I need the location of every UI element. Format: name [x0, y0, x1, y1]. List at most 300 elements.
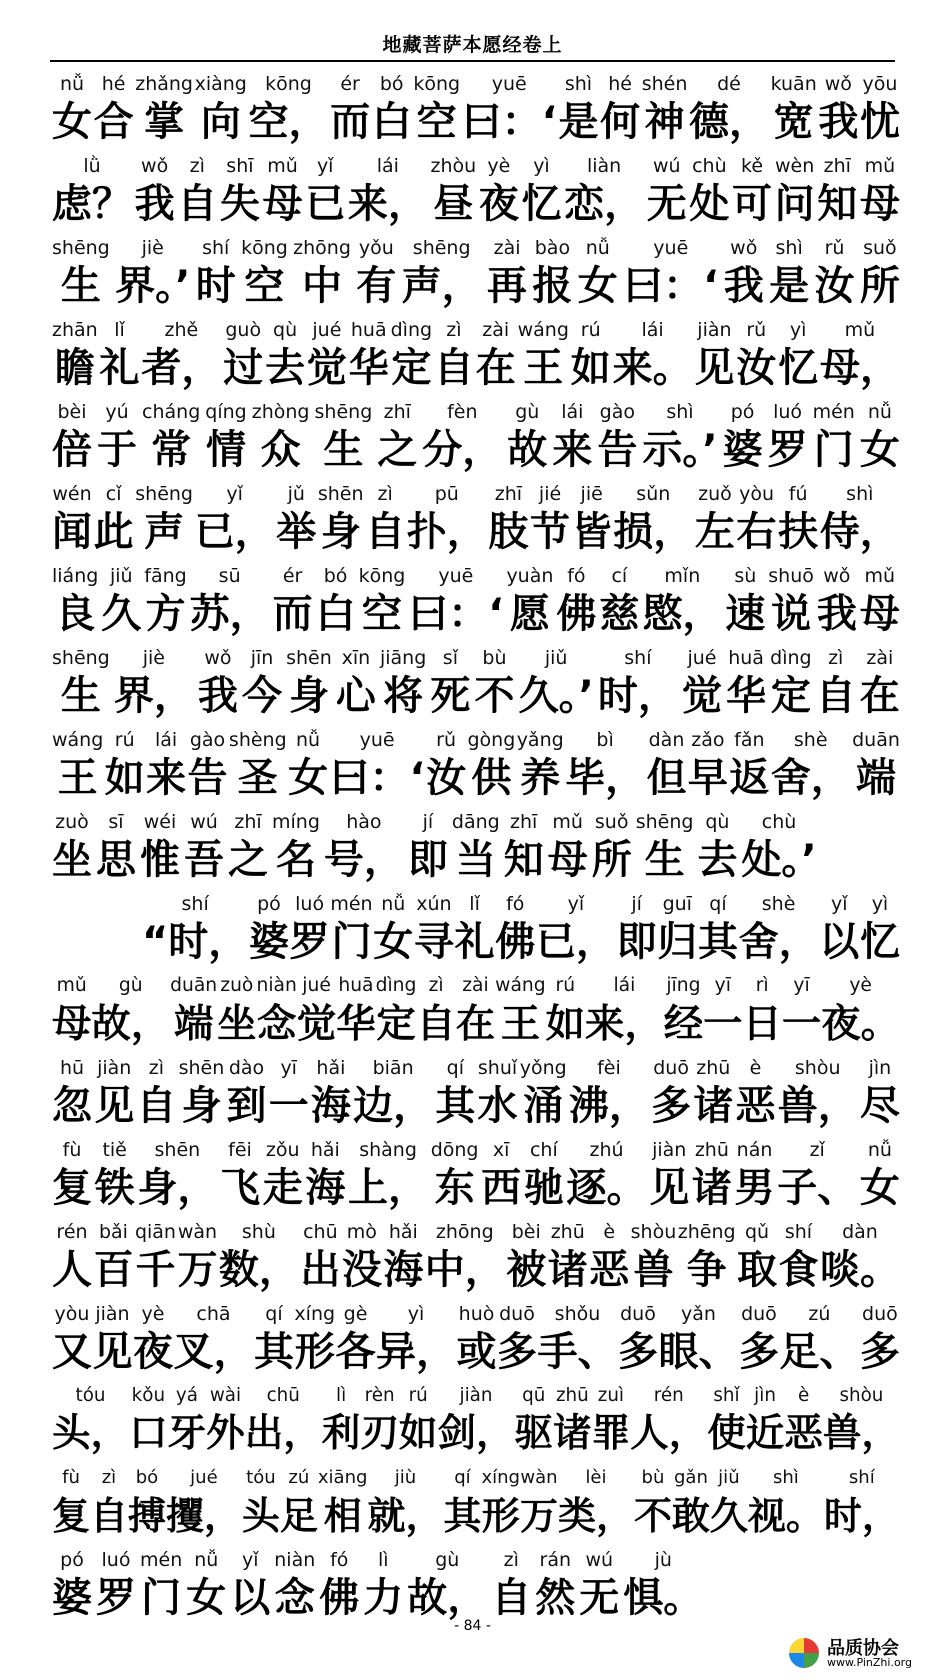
- hanzi: 异，: [376, 1329, 457, 1375]
- pinyin: wàn: [177, 1221, 218, 1243]
- pinyin: zài: [866, 647, 894, 669]
- ruby-unit: [488, 482, 528, 558]
- ruby-unit: [860, 154, 900, 230]
- hanzi: 华: [348, 345, 389, 391]
- ruby-unit: [664, 974, 703, 1050]
- pinyin: jīn: [250, 647, 274, 669]
- pinyin: shēng: [635, 811, 694, 833]
- ruby-unit: [219, 1220, 299, 1296]
- pinyin: fó: [567, 565, 586, 587]
- hanzi: 我: [816, 591, 857, 637]
- pinyin: duān: [852, 729, 900, 751]
- pinyin: míng: [272, 811, 320, 833]
- hanzi: 倍: [52, 427, 92, 473]
- hanzi: 虑？: [52, 181, 132, 227]
- hanzi: 海: [383, 1247, 424, 1293]
- hanzi: 自: [491, 1575, 532, 1621]
- pinyin: niàn: [256, 975, 297, 996]
- hanzi: 足: [279, 1494, 318, 1538]
- ruby-unit: [703, 974, 742, 1050]
- ruby-unit: [348, 154, 428, 230]
- ruby-unit: [220, 154, 260, 230]
- hanzi: 说: [771, 591, 812, 637]
- hanzi: 人: [52, 1247, 92, 1293]
- pinyin: ér: [340, 73, 360, 95]
- pinyin: jiāng: [379, 647, 427, 669]
- page-number: - 84 -: [454, 1618, 491, 1634]
- pinyin: chū: [303, 1221, 338, 1243]
- hanzi: 曰：‘: [408, 591, 504, 637]
- hanzi: 自: [815, 673, 856, 719]
- sutra-text: [52, 66, 900, 1624]
- pinyin: zhòu: [430, 155, 477, 177]
- ruby-unit: [860, 1302, 900, 1378]
- pinyin: gào: [189, 729, 226, 751]
- hanzi: 是: [769, 263, 810, 309]
- hanzi: 速: [725, 591, 766, 637]
- hanzi: 如: [104, 755, 145, 801]
- hanzi: 问: [774, 181, 815, 227]
- hanzi: 夜: [132, 1329, 173, 1375]
- pinyin: yuàn: [506, 565, 554, 587]
- pinyin: sī: [108, 811, 124, 833]
- ruby-unit: [817, 154, 857, 230]
- ruby-unit: [642, 400, 717, 476]
- text-line: [52, 1214, 900, 1296]
- text-line: [52, 230, 900, 312]
- hanzi: 见: [649, 1165, 690, 1211]
- pinyin: rú: [114, 729, 135, 751]
- pinyin: shēn: [154, 1139, 201, 1161]
- pinyin: hé: [101, 73, 126, 95]
- pinyin: yè: [141, 1303, 165, 1325]
- hanzi: 宽: [773, 99, 814, 145]
- ruby-unit: [657, 892, 697, 968]
- pinyin: huā: [728, 647, 764, 669]
- pinyin: wàn: [520, 1467, 558, 1488]
- ruby-unit: [349, 318, 389, 394]
- ruby-unit: [600, 72, 640, 148]
- ruby-unit: [94, 482, 134, 558]
- pinyin: fāng: [144, 565, 187, 587]
- hanzi: 觉: [306, 345, 347, 391]
- hanzi: 有: [356, 263, 397, 309]
- pinyin: zài: [482, 319, 510, 341]
- ruby-unit: [133, 1302, 173, 1378]
- hanzi: 惟: [140, 837, 180, 883]
- hanzi: 供: [471, 755, 512, 801]
- pinyin: jìn: [754, 1385, 776, 1406]
- ruby-unit: [257, 974, 297, 1050]
- ruby-unit: [710, 1466, 748, 1542]
- hanzi: 女: [577, 263, 618, 309]
- ruby-unit: [651, 1056, 691, 1132]
- pinyin: bù: [482, 647, 507, 669]
- pinyin: jí: [631, 893, 642, 915]
- pinyin: gù: [515, 401, 540, 423]
- ruby-unit: [141, 318, 221, 394]
- hanzi: 夜: [478, 181, 519, 227]
- pinyin: zhēng: [677, 1221, 736, 1243]
- ruby-unit: [97, 400, 137, 476]
- hanzi: 界。’: [115, 263, 191, 309]
- ruby-unit: [618, 1302, 658, 1378]
- hanzi: 扑，: [406, 509, 487, 555]
- hanzi: 自: [416, 1001, 456, 1047]
- hanzi: 右: [736, 509, 777, 555]
- pinyin: nǚ: [867, 1139, 892, 1161]
- pinyin: niàn: [274, 1549, 316, 1571]
- hanzi: 即: [616, 919, 657, 965]
- hanzi: 眼、: [658, 1329, 739, 1375]
- pinyin: dōng: [430, 1139, 479, 1161]
- hanzi: 王: [523, 345, 564, 391]
- ruby-unit: [462, 72, 557, 148]
- ruby-unit: [658, 1302, 738, 1378]
- ruby-unit: [558, 72, 598, 148]
- pinyin: lái: [155, 729, 178, 751]
- pinyin: suǒ: [594, 811, 629, 833]
- pinyin: suǒ: [863, 237, 897, 259]
- pinyin: nǚ: [194, 1549, 219, 1571]
- ruby-unit: [223, 318, 263, 394]
- ruby-unit: [623, 1548, 703, 1624]
- pinyin: jiàn: [95, 1303, 130, 1325]
- pinyin: yǒu: [358, 237, 394, 259]
- ruby-unit: [252, 400, 310, 476]
- ruby-unit: [136, 1056, 176, 1132]
- hanzi: 中: [302, 263, 343, 309]
- hanzi: 常: [151, 427, 192, 473]
- pinwheel-logo-icon: [787, 1636, 821, 1670]
- pinyin: shí: [624, 647, 652, 669]
- pinyin: dìng: [390, 319, 433, 341]
- ruby-unit: [96, 1548, 136, 1624]
- ruby-unit: [402, 236, 482, 312]
- ruby-unit: [689, 72, 769, 148]
- ruby-unit: [52, 1466, 90, 1542]
- ruby-unit: [775, 154, 815, 230]
- pinyin: rú: [555, 975, 576, 996]
- ruby-unit: [820, 482, 900, 558]
- ruby-unit: [642, 72, 688, 148]
- ruby-unit: [821, 974, 900, 1050]
- ruby-unit: [399, 1384, 438, 1460]
- hanzi: 相: [323, 1494, 362, 1538]
- hanzi: 母: [859, 591, 900, 637]
- hanzi: 告: [187, 755, 228, 801]
- hanzi: 举: [276, 509, 317, 555]
- hanzi: 掌: [144, 99, 185, 145]
- pinyin: fú: [788, 483, 808, 505]
- hanzi: 而: [272, 591, 313, 637]
- pinyin: bó: [323, 565, 348, 587]
- hanzi: 在: [475, 345, 516, 391]
- ruby-unit: [407, 1548, 487, 1624]
- pinyin: sū: [218, 565, 241, 587]
- hanzi: 如: [570, 345, 611, 391]
- hanzi: 上，: [348, 1165, 429, 1211]
- ruby-unit: [524, 1138, 564, 1214]
- ruby-unit: [305, 1138, 345, 1214]
- ruby-unit: [517, 728, 564, 804]
- pinyin: lái: [561, 401, 584, 423]
- ruby-unit: [692, 1138, 732, 1214]
- hanzi: 千: [135, 1247, 176, 1293]
- hanzi: 各: [335, 1329, 376, 1375]
- hanzi: 时，: [823, 1494, 900, 1538]
- text-line: [52, 148, 900, 230]
- hanzi: 男: [734, 1165, 775, 1211]
- hanzi: 今: [242, 673, 283, 719]
- hanzi: 佛: [319, 1575, 360, 1621]
- pinyin: zuò: [55, 811, 89, 833]
- pinyin: shòu: [794, 1057, 841, 1079]
- pinyin: yī: [793, 975, 810, 996]
- ruby-unit: [322, 1384, 361, 1460]
- pinyin: mén: [330, 893, 373, 915]
- ruby-line: [52, 722, 900, 804]
- hanzi: 力: [363, 1575, 404, 1621]
- pinyin: jù: [654, 1549, 672, 1571]
- ruby-unit: [353, 1056, 433, 1132]
- pinyin: fèn: [447, 401, 478, 423]
- ruby-unit: [820, 1220, 900, 1296]
- pinyin: zì: [148, 1057, 165, 1079]
- ruby-unit: [177, 1220, 217, 1296]
- pinyin: fēi: [228, 1139, 252, 1161]
- pinyin: wǒ: [204, 647, 232, 669]
- pinyin: qù: [705, 811, 730, 833]
- ruby-unit: [360, 1384, 399, 1460]
- hanzi: 慈: [599, 591, 640, 637]
- hanzi: 华: [336, 1001, 376, 1047]
- pinyin: è: [749, 1057, 762, 1079]
- pinyin: cí: [611, 565, 628, 587]
- hanzi: 形: [481, 1494, 520, 1538]
- pinyin: yī: [714, 975, 731, 996]
- ruby-unit: [315, 400, 373, 476]
- ruby-unit: [437, 1384, 514, 1460]
- ruby-unit: [336, 646, 376, 722]
- logo-url: www.PinZhi.org: [827, 1656, 912, 1669]
- ruby-unit: [168, 1384, 207, 1460]
- ruby-unit: [434, 318, 474, 394]
- ruby-unit: [678, 1220, 736, 1296]
- hanzi: 女: [186, 1575, 227, 1621]
- pinyin: shì: [846, 483, 874, 505]
- ruby-line: [52, 1296, 900, 1378]
- ruby-unit: [135, 72, 193, 148]
- ruby-unit: [816, 646, 856, 722]
- ruby-unit: [778, 318, 818, 394]
- hanzi: 女: [859, 1165, 900, 1211]
- pinyin: qí: [446, 1057, 464, 1079]
- ruby-unit: [263, 154, 303, 230]
- pinyin: shuō: [768, 565, 814, 587]
- pinyin: pó: [730, 401, 755, 423]
- hanzi: 边，: [353, 1083, 434, 1129]
- pinyin: lèi: [585, 1467, 607, 1488]
- hanzi: 复: [52, 1165, 92, 1211]
- text-line: [52, 312, 900, 394]
- ruby-unit: [736, 318, 776, 394]
- hanzi: 然: [535, 1575, 576, 1621]
- ruby-line: [52, 558, 900, 640]
- pinyin: duō: [499, 1303, 535, 1325]
- pinyin: zài: [493, 237, 521, 259]
- page-header: [0, 0, 945, 60]
- ruby-unit: [280, 1466, 318, 1542]
- hanzi: 就，: [367, 1494, 444, 1538]
- hanzi: 去: [265, 345, 306, 391]
- pinyin: zhòng: [251, 401, 310, 423]
- ruby-unit: [249, 892, 289, 968]
- ruby-unit: [52, 1056, 92, 1132]
- pinyin: shì: [564, 73, 593, 95]
- pinyin: dàn: [648, 729, 685, 751]
- ruby-unit: [297, 974, 336, 1050]
- pinyin: bó: [135, 1467, 159, 1488]
- ruby-unit: [206, 1384, 245, 1460]
- ruby-unit: [729, 728, 769, 804]
- hanzi: 多: [651, 1083, 692, 1129]
- ruby-unit: [319, 1548, 359, 1624]
- ruby-unit: [359, 564, 406, 640]
- pinyin: shēn: [286, 647, 332, 669]
- ruby-unit: [578, 236, 618, 312]
- hanzi: 其: [443, 1494, 482, 1538]
- ruby-unit: [592, 810, 632, 886]
- pinyin: rú: [580, 319, 601, 341]
- ruby-unit: [435, 1056, 475, 1132]
- pinyin: liàn: [586, 155, 622, 177]
- ruby-unit: [91, 974, 170, 1050]
- hanzi: 王: [500, 1001, 541, 1047]
- pinyin: yǐ: [316, 155, 334, 177]
- pinyin: fǎn: [734, 729, 765, 751]
- pinyin: wáng: [495, 975, 546, 996]
- hanzi: 者，: [141, 345, 222, 391]
- hanzi: 夜。: [821, 1001, 900, 1047]
- pinyin: mǔ: [267, 155, 298, 177]
- ruby-unit: [585, 974, 664, 1050]
- pinyin: tiě: [102, 1139, 127, 1161]
- pinyin: rèn: [364, 1385, 395, 1406]
- pinyin: mǔ: [864, 155, 896, 177]
- text-line: [52, 1296, 900, 1378]
- hanzi: 而: [330, 99, 371, 145]
- pinyin: fó: [330, 1549, 349, 1571]
- ruby-unit: [52, 1220, 92, 1296]
- pinyin: shí: [848, 1467, 875, 1488]
- ruby-unit: [693, 1056, 733, 1132]
- hanzi: 愿: [509, 591, 550, 637]
- hanzi: 死: [430, 673, 471, 719]
- ruby-unit: [376, 974, 417, 1050]
- pinyin: cǐ: [105, 483, 122, 505]
- pinyin: kōng: [413, 73, 461, 95]
- ruby-unit: [52, 564, 98, 640]
- hanzi: 处: [689, 181, 730, 227]
- hanzi: 搏: [127, 1494, 166, 1538]
- ruby-unit: [416, 974, 455, 1050]
- ruby-unit: [737, 1220, 777, 1296]
- pinyin: shèng: [228, 729, 287, 751]
- hanzi: 婆: [52, 1575, 92, 1621]
- ruby-unit: [105, 728, 145, 804]
- hanzi: 身: [288, 673, 329, 719]
- ruby-unit: [860, 72, 900, 148]
- hanzi: 见: [694, 345, 735, 391]
- pinyin: zhū: [555, 1385, 589, 1406]
- pinyin: qíng: [205, 401, 247, 423]
- hanzi: 一: [268, 1083, 309, 1129]
- ruby-unit: [220, 1138, 260, 1214]
- hanzi: 无: [646, 181, 687, 227]
- ruby-unit: [536, 892, 616, 968]
- pinyin: yòu: [739, 483, 774, 505]
- hanzi: 再: [487, 263, 528, 309]
- hanzi: 门: [331, 919, 372, 965]
- hanzi: 女: [859, 427, 900, 473]
- ruby-unit: [617, 892, 657, 968]
- pinyin: luó: [773, 401, 803, 423]
- text-line: [52, 1542, 900, 1624]
- ruby-unit: [324, 810, 404, 886]
- pinyin: chí: [529, 1139, 558, 1161]
- ruby-unit: [254, 1302, 294, 1378]
- ruby-unit: [408, 810, 448, 886]
- hanzi: 声，: [401, 263, 482, 309]
- hanzi: 报: [532, 263, 573, 309]
- hanzi: 沸，: [568, 1083, 649, 1129]
- ruby-unit: [52, 236, 110, 312]
- pinyin: gù: [118, 975, 143, 996]
- hanzi: 在: [455, 1001, 496, 1047]
- pinyin: shì: [775, 237, 803, 259]
- hanzi: 久。’: [518, 673, 594, 719]
- hanzi: 无: [579, 1575, 620, 1621]
- ruby-unit: [186, 1548, 226, 1624]
- hanzi: 已，: [535, 919, 616, 965]
- site-logo: [787, 1632, 937, 1672]
- ruby-unit: [535, 1548, 575, 1624]
- pinyin: yì: [871, 893, 889, 915]
- pinyin: zhōng: [293, 237, 351, 259]
- hanzi: 刃: [360, 1411, 399, 1456]
- pinyin: mǔ: [844, 319, 876, 341]
- hanzi: 思: [96, 837, 136, 883]
- hanzi: 兽: [633, 1247, 674, 1293]
- pinyin: fù: [62, 1467, 80, 1488]
- hanzi: 名: [275, 837, 316, 883]
- ruby-unit: [777, 1138, 857, 1214]
- hanzi: 自: [177, 181, 218, 227]
- hanzi: 不: [474, 673, 515, 719]
- ruby-unit: [571, 318, 611, 394]
- ruby-unit: [634, 1466, 672, 1542]
- ruby-unit: [316, 564, 356, 640]
- pinyin: zhū: [550, 1221, 585, 1243]
- pinyin: kǒu: [131, 1385, 166, 1406]
- ruby-unit: [391, 318, 432, 394]
- hanzi: 子、: [777, 1165, 858, 1211]
- pinyin: rén: [653, 1385, 684, 1406]
- ruby-unit: [318, 482, 364, 558]
- ruby-unit: [748, 1466, 824, 1542]
- ruby-unit: [184, 810, 224, 886]
